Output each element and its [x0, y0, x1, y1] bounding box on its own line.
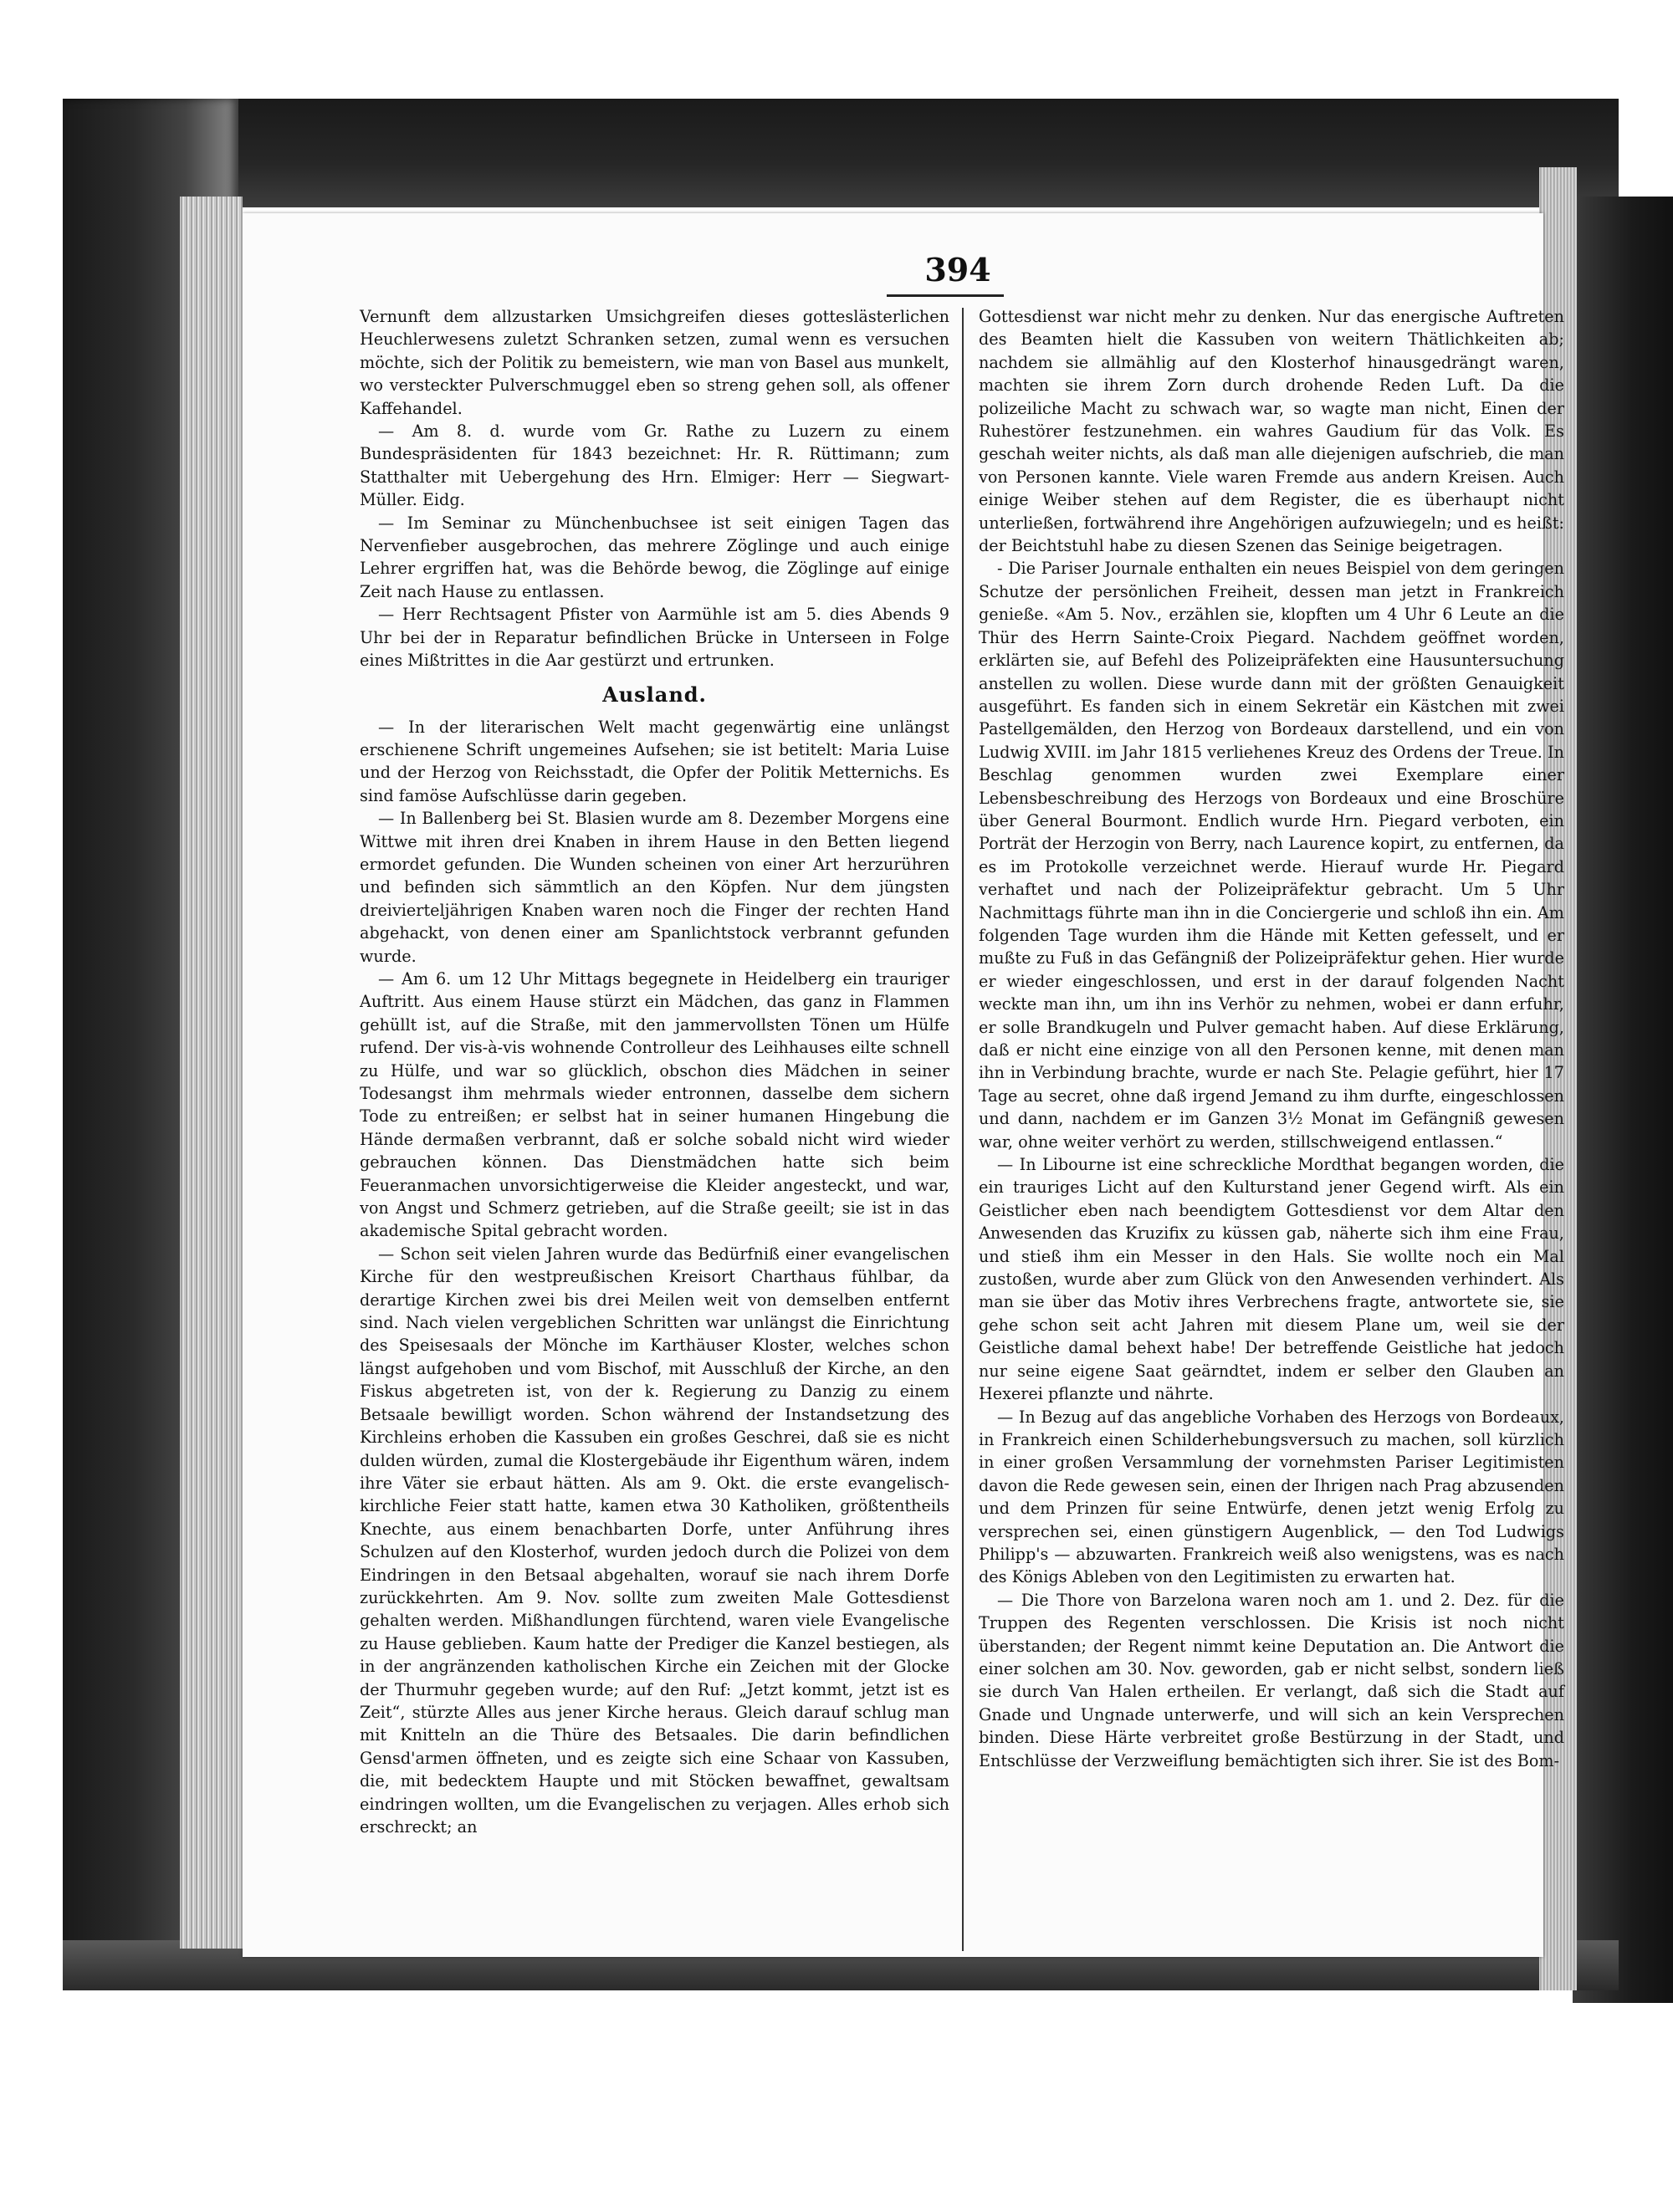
article-paragraph: — Am 8. d. wurde vom Gr. Rathe zu Luzern zu einem Bundespräsidenten für 1843 bezeichnet: Hr. R. Rüttimann; zum Statthalter mit Uebergehung des Hrn. Elmiger: Herr — Siegwart-Müller. Eidg.	[360, 421, 949, 510]
column-divider	[962, 308, 964, 1951]
scanner-shadow-top	[63, 99, 1619, 207]
article-paragraph: — In Ballenberg bei St. Blasien wurde am 8. Dezember Morgens eine Wittwe mit ihren drei Knaben in ihrem Hause in den Betten liegend ermordet gefunden. Die Wunden scheinen von einer Art herzurühren und befinden sich sämmtlich an den Köpfen. Nur dem jüngsten dreivierteljährigen Knaben waren noch die Finger der rechten Hand abgehackt, von denen einer am Spanlichtstock verbrannt gefunden wurde.	[360, 809, 949, 966]
article-paragraph: — Im Seminar zu Münchenbuchsee ist seit einigen Tagen das Nervenfieber ausgebrochen, das mehrere Zöglinge und auch einige Lehrer ergriffen hat, was die Behörde bewog, die Zöglinge auf einige Zeit nach Hause zu entlassen.	[360, 513, 949, 601]
page-number: 394	[924, 251, 991, 289]
article-paragraph: — Herr Rechtsagent Pfister von Aarmühle ist am 5. dies Abends 9 Uhr bei der in Reparatur befindlichen Brücke in Unterseen in Folge eines Mißtrittes in die Aar gestürzt und ertrunken.	[360, 605, 949, 671]
book-page-stack-left	[180, 197, 243, 1949]
article-paragraph: Vernunft dem allzustarken Umsichgreifen dieses gotteslästerlichen Heuchlerwesens zuletzt Schranken setzen, zumal wenn es versuchen möchte, sich der Politik zu bemeistern, wie man von Basel aus munkelt, wo versteckter Pulverschmuggel eben so streng gehen soll, als offener Kaffehandel.	[360, 307, 949, 418]
right-column	[979, 305, 1564, 1772]
section-heading: Ausland.	[602, 682, 707, 707]
left-column	[360, 305, 949, 1838]
article-paragraph: — In Libourne ist eine schreckliche Mordthat begangen worden, die ein trauriges Licht auf den Kulturstand jener Gegend wirft. Als ein Geistlicher eben nach beendigtem Gottesdienst vor dem Altar den Anwesenden das Kruzifix zu küssen gab, näherte sich ihm eine Frau, und stieß ihm ein Messer in den Hals. Sie wollte noch ein Mal zustoßen, wurde aber zum Glück von den Anwesenden verhindert. Als man sie über das Motiv ihres Verbrechens fragte, antwortete sie, sie gehe schon seit acht Jahren mit diesem Plane um, weil sie der Geistliche damal behext habe! Der betreffende Geistliche hat jedoch nur seine eigene Saat geärndtet, indem er selber den Glauben an Hexerei pflanzte und nährte.	[979, 1155, 1564, 1404]
article-paragraph: Gottesdienst war nicht mehr zu denken. Nur das energische Auftreten des Beamten hielt die Kassuben von weitern Thätlichkeiten ab; nachdem sie allmählig auf den Klosterhof hinausgedrängt waren, machten sie ihrem Zorn durch drohende Reden Luft. Da die polizeiliche Macht zu schwach war, so wagte man nicht, Einen der Ruhestörer festzunehmen. ein wahres Gaudium für das Volk. Es geschah weiter nichts, als daß man alle diejenigen aufschrieb, die man von Personen kannte. Viele waren Fremde aus andern Kreisen. Auch einige Weiber stehen auf dem Register, die es überhaupt nicht unterließen, fortwährend ihre Angehörigen aufzuwiegeln; und es heißt: der Beichtstuhl habe zu diesen Szenen das Seinige beigetragen.	[979, 307, 1564, 556]
article-paragraph: — In der literarischen Welt macht gegenwärtig eine unlängst erschienene Schrift ungemeines Aufsehen; sie ist betitelt: Maria Luise und der Herzog von Reichsstadt, die Opfer der Politik Metternichs. Es sind famöse Aufschlüsse darin gegeben.	[360, 717, 949, 805]
article-paragraph: — Am 6. um 12 Uhr Mittags begegnete in Heidelberg ein trauriger Auftritt. Aus einem Hause stürzt ein Mädchen, das ganz in Flammen gehüllt ist, auf die Straße, mit den jammervollsten Tönen um Hülfe rufend. Der vis-à-vis wohnende Controlleur des Leihhauses eilte schnell zu Hülfe, und war so glücklich, obschon dies Mädchen in seiner Todesangst ihm mehrmals wieder entronnen, dasselbe dem sichern Tode zu entreißen; er selbst hat in seiner humanen Hingebung die Hände dermaßen verbrannt, daß er solche sobald nicht wird wieder gebrauchen können. Das Dienstmädchen hatte sich beim Feueranmachen unvorsichtigerweise die Kleider angesteckt, und war, von Angst und Schmerz getrieben, auf die Straße geeilt; sie ist in das akademische Spital gebracht worden.	[360, 968, 949, 1241]
page-number-rule	[887, 294, 1004, 297]
article-paragraph: — In Bezug auf das angebliche Vorhaben des Herzogs von Bordeaux, in Frankreich einen Schilderhebungsversuch zu machen, soll kürzlich in einer großen Versammlung der vornehmsten Pariser Legitimisten davon die Rede gewesen sein, einen der Ihrigen nach Prag abzusenden und dem Prinzen für seine Entwürfe, denen jetzt wenig Erfolg zu versprechen sei, einen günstigern Augenblick, — den Tod Ludwigs Philipp's — abzuwarten. Frankreich weiß also wenigstens, was es nach des Königs Ableben von den Legitimisten zu erwarten hat.	[979, 1407, 1564, 1587]
article-paragraph: — Schon seit vielen Jahren wurde das Bedürfniß einer evangelischen Kirche für den westpreußischen Kreisort Charthaus fühlbar, da derartige Kirchen zwei bis drei Meilen weit von demselben entfernt sind. Nach vielen vergeblichen Schritten war unlängst die Einrichtung des Speisesaals der Mönche im Karthäuser Kloster, welches schon längst aufgehoben und vom Bischof, mit Ausschluß der Kirche, an den Fiskus abgetreten ist, von der k. Regierung zu Danzig zu einem Betsaale bewilligt worden. Schon während der Instandsetzung des Kirchleins erhoben die Kassuben ein großes Geschrei, daß sie es nicht dulden würden, zumal die Klostergebäude ihr Eigenthum wären, indem ihre Väter sie erbaut hätten. Als am 9. Okt. die erste evangelisch-kirchliche Feier statt hatte, kamen etwa 30 Katholiken, größtentheils Knechte, aus einem benachbarten Dorfe, unter Anführung ihres Schulzen auf den Klosterhof, wurden jedoch durch die Polizei von dem Eindringen in den Betsaal abgehalten, worauf sie nach ihrem Dorfe zurückkehrten. Am 9. Nov. sollte zum zweiten Male Gottesdienst gehalten werden. Mißhandlungen fürchtend, waren viele Evangelische zu Hause geblieben. Kaum hatte der Prediger die Kanzel bestiegen, als in der angränzenden katholischen Kirche ein Zeichen mit der Glocke der Thurmuhr gegeben wurde; auf den Ruf: „Jetzt kommt, jetzt ist es Zeit“, stürzte Alles aus jener Kirche heraus. Gleich darauf schlug man mit Knitteln an die Thüre des Betsaales. Die darin befindlichen Gensd'armen öffneten, und es zeigte sich eine Schaar von Kassuben, die, mit bedecktem Haupte und mit Stöcken bewaffnet, gewaltsam eindringen wollten, um die Evangelischen zu verjagen. Alles erhob sich erschreckt; an	[360, 1244, 949, 1837]
article-paragraph: — Die Thore von Barzelona waren noch am 1. und 2. Dez. für die Truppen des Regenten verschlossen. Die Krisis ist noch nicht überstanden; der Regent nimmt keine Deputation an. Die Antwort die einer solchen am 30. Nov. geworden, gab er nicht selbst, sondern ließ sie durch Van Halen ertheilen. Er verlangt, daß sich die Stadt auf Gnade und Ungnade unterwerfe, und will sich an kein Versprechen binden. Diese Härte verbreitet große Bestürzung in der Stadt, und Entschlüsse der Verzweiflung bemächtigten sich ihrer. Sie ist des Bom-	[979, 1590, 1564, 1770]
scanner-shadow-right	[1573, 197, 1673, 2003]
article-paragraph: - Die Pariser Journale enthalten ein neues Beispiel von dem geringen Schutze der persönlichen Freiheit, dessen man jetzt in Frankreich genieße. «Am 5. Nov., erzählen sie, klopften um 4 Uhr 6 Leute an die Thür des Herrn Sainte-Croix Piegard. Nachdem geöffnet worden, erklärten sie, auf Befehl des Polizeipräfekten eine Hausuntersuchung anstellen zu wollen. Diese wurde dann mit der größten Genauigkeit ausgeführt. Es fanden sich in einem Sekretär ein Kästchen mit zwei Pastellgemälden, den Herzog von Bordeaux darstellend, und ein von Ludwig XVIII. im Jahr 1815 verliehenes Kreuz des Ordens der Treue. In Beschlag genommen wurden zwei Exemplare einer Lebensbeschreibung des Herzogs von Bordeaux und eine Broschüre über General Bourmont. Endlich wurde Hrn. Piegard verboten, ein Porträt der Herzogin von Berry, nach Laurence kopirt, zu entfernen, da es im Protokolle verzeichnet werde. Hierauf wurde Hr. Piegard verhaftet und nach der Polizeipräfektur gebracht. Um 5 Uhr Nachmittags führte man ihn in die Conciergerie und schloß ihn ein. Am folgenden Tage wurden ihm die Hände mit Ketten gefesselt, und er mußte zu Fuß in das Gefängniß der Polizeipräfektur gehen. Hier wurde er wieder eingeschlossen, und erst in der darauf folgenden Nacht weckte man ihn, um ihn ins Verhör zu nehmen, wobei er dann erfuhr, er solle Brandkugeln und Pulver gemacht haben. Auf diese Erklärung, daß er nicht eine einzige von all den Personen kenne, mit denen man ihn in Verbindung brachte, wurde er nach Ste. Pelagie geführt, hier 17 Tage au secret, ohne daß irgend Jemand zu ihm durfte, eingeschlossen und dann, nachdem er im Ganzen 3½ Monat im Gefängniß gewesen war, ohne weiter verhört zu werden, stillschweigend entlassen.“	[979, 559, 1564, 1152]
